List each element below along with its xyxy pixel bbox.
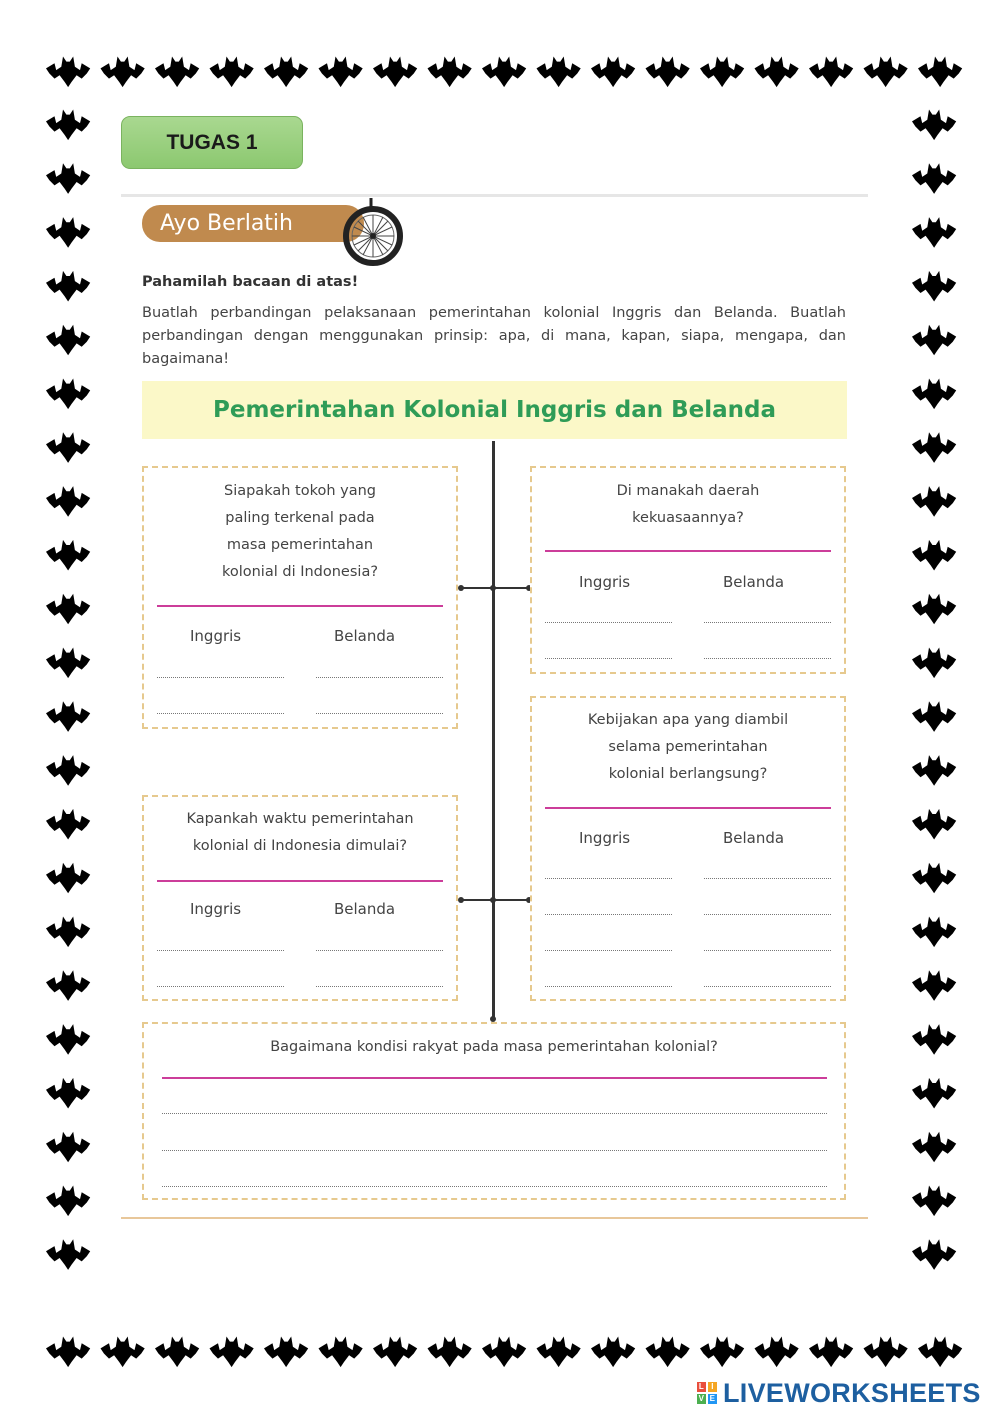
label-inggris: Inggris bbox=[579, 573, 631, 591]
bat-icon bbox=[46, 57, 90, 88]
bat-icon bbox=[809, 57, 853, 88]
bat-icon bbox=[155, 57, 199, 88]
bat-icon bbox=[912, 917, 956, 948]
answer-field-inggris-2[interactable] bbox=[157, 986, 284, 987]
pink-divider bbox=[157, 605, 443, 607]
bat-icon bbox=[428, 57, 472, 88]
question-line: masa pemerintahan bbox=[226, 537, 374, 553]
label-inggris: Inggris bbox=[190, 900, 242, 918]
bat-icon bbox=[755, 1337, 799, 1368]
bat-icon bbox=[864, 1337, 908, 1368]
brand-text: LIVEWORKSHEETS bbox=[723, 1378, 981, 1408]
bat-icon bbox=[482, 57, 526, 88]
connector-dot bbox=[458, 897, 464, 903]
bat-icon bbox=[373, 57, 417, 88]
bat-icon bbox=[46, 1239, 90, 1270]
bat-icon bbox=[912, 863, 956, 894]
bat-icon bbox=[912, 486, 956, 517]
bat-icon bbox=[264, 57, 308, 88]
bat-icon bbox=[591, 1337, 635, 1368]
task-label-text: TUGAS 1 bbox=[166, 130, 258, 154]
answer-field-inggris-4[interactable] bbox=[545, 986, 672, 987]
answer-field-inggris-2[interactable] bbox=[157, 713, 284, 714]
question-line: Kapankah waktu pemerintahan bbox=[186, 811, 414, 827]
bat-icon bbox=[46, 809, 90, 840]
bat-icon bbox=[912, 217, 956, 248]
bat-icon bbox=[755, 57, 799, 88]
answer-field-inggris-1[interactable] bbox=[545, 878, 672, 879]
pink-divider bbox=[157, 880, 443, 882]
bat-icon bbox=[918, 1337, 962, 1368]
label-belanda: Belanda bbox=[334, 900, 396, 918]
question-line: kolonial di Indonesia? bbox=[221, 564, 379, 580]
question-line: kekuasaannya? bbox=[632, 510, 744, 526]
bat-icon bbox=[912, 1024, 956, 1055]
bat-icon bbox=[912, 1132, 956, 1163]
bat-icon bbox=[46, 970, 90, 1001]
label-inggris: Inggris bbox=[190, 627, 242, 645]
bat-icon bbox=[319, 57, 363, 88]
bat-icon bbox=[46, 1132, 90, 1163]
instruction-prompt: Pahamilah bacaan di atas! bbox=[142, 274, 359, 290]
bat-icon bbox=[46, 163, 90, 194]
bat-icon bbox=[46, 755, 90, 786]
bat-icon bbox=[46, 379, 90, 410]
label-inggris: Inggris bbox=[579, 829, 631, 847]
bat-icon bbox=[101, 1337, 145, 1368]
answer-field-inggris-2[interactable] bbox=[545, 914, 672, 915]
answer-field-inggris-1[interactable] bbox=[157, 677, 284, 678]
bat-icon bbox=[537, 57, 581, 88]
logo-letter: I bbox=[708, 1382, 717, 1392]
task-label-button bbox=[121, 116, 303, 169]
label-belanda: Belanda bbox=[334, 627, 396, 645]
answer-field-belanda-1[interactable] bbox=[704, 878, 831, 879]
question-line: selama pemerintahan bbox=[608, 739, 768, 755]
question-line: Siapakah tokoh yang bbox=[223, 483, 376, 499]
bat-icon bbox=[912, 594, 956, 625]
question-line: kolonial berlangsung? bbox=[608, 766, 768, 782]
section-badge bbox=[142, 205, 364, 242]
question-who bbox=[142, 478, 458, 586]
topic-title: Pemerintahan Kolonial Inggris dan Belanda bbox=[212, 397, 777, 423]
question-line: kolonial di Indonesia dimulai? bbox=[192, 838, 408, 854]
answer-field-how-2[interactable] bbox=[162, 1150, 827, 1151]
bat-icon bbox=[46, 271, 90, 302]
bat-icon bbox=[46, 594, 90, 625]
question-when bbox=[142, 806, 458, 860]
bat-icon bbox=[912, 325, 956, 356]
bat-icon bbox=[912, 110, 956, 141]
question-line: Di manakah daerah bbox=[616, 483, 760, 499]
bat-icon bbox=[537, 1337, 581, 1368]
pink-divider bbox=[162, 1077, 827, 1079]
answer-field-belanda-4[interactable] bbox=[704, 986, 831, 987]
answer-field-belanda-1[interactable] bbox=[316, 677, 443, 678]
bat-icon bbox=[46, 325, 90, 356]
bat-icon bbox=[264, 1337, 308, 1368]
bat-icon bbox=[46, 110, 90, 141]
bat-icon bbox=[912, 755, 956, 786]
bat-icon bbox=[101, 57, 145, 88]
answer-field-belanda-2[interactable] bbox=[704, 658, 831, 659]
answer-field-belanda-2[interactable] bbox=[316, 713, 443, 714]
bicycle-wheel-icon bbox=[333, 198, 413, 266]
bat-icon bbox=[700, 1337, 744, 1368]
liveworksheets-brand[interactable] bbox=[697, 1378, 981, 1409]
answer-field-belanda-2[interactable] bbox=[316, 986, 443, 987]
bat-icon bbox=[482, 1337, 526, 1368]
bat-icon bbox=[912, 701, 956, 732]
answer-field-belanda-2[interactable] bbox=[704, 914, 831, 915]
bat-icon bbox=[46, 486, 90, 517]
pink-divider bbox=[545, 807, 831, 809]
logo-letter: E bbox=[709, 1393, 716, 1403]
bat-icon bbox=[912, 1078, 956, 1109]
question-how: Bagaimana kondisi rakyat pada masa pemerintahan kolonial? bbox=[270, 1039, 718, 1055]
answer-field-inggris-1[interactable] bbox=[157, 950, 284, 951]
answer-field-inggris-2[interactable] bbox=[545, 658, 672, 659]
bat-icon bbox=[319, 1337, 363, 1368]
answer-field-how-1[interactable] bbox=[162, 1113, 827, 1114]
question-line: Kebijakan apa yang diambil bbox=[587, 712, 789, 728]
connector-dot bbox=[458, 585, 464, 591]
connector-dot bbox=[490, 897, 496, 903]
bat-icon bbox=[373, 1337, 417, 1368]
bat-icon bbox=[46, 1024, 90, 1055]
bat-icon bbox=[912, 163, 956, 194]
bat-icon bbox=[700, 57, 744, 88]
question-where bbox=[530, 478, 846, 532]
bat-icon bbox=[210, 1337, 254, 1368]
question-line: paling terkenal pada bbox=[225, 510, 375, 526]
answer-field-how-3[interactable] bbox=[162, 1186, 827, 1187]
bat-icon bbox=[912, 1239, 956, 1270]
bat-icon bbox=[46, 863, 90, 894]
connector-dot bbox=[490, 585, 496, 591]
bat-icon bbox=[646, 1337, 690, 1368]
pink-divider bbox=[545, 550, 831, 552]
logo-letter: V bbox=[698, 1393, 705, 1403]
answer-field-inggris-3[interactable] bbox=[545, 950, 672, 951]
bat-icon bbox=[912, 1186, 956, 1217]
bat-icon bbox=[46, 701, 90, 732]
bat-icon bbox=[809, 1337, 853, 1368]
bat-icon bbox=[912, 271, 956, 302]
bat-icon bbox=[912, 432, 956, 463]
bat-icon bbox=[912, 540, 956, 571]
bat-icon bbox=[46, 648, 90, 679]
bat-icon bbox=[646, 57, 690, 88]
bat-icon bbox=[864, 57, 908, 88]
bat-icon bbox=[46, 1337, 90, 1368]
logo-letter: L bbox=[698, 1381, 705, 1391]
answer-field-belanda-1[interactable] bbox=[316, 950, 443, 951]
connector-vertical-line bbox=[492, 441, 495, 1021]
question-policy bbox=[530, 707, 846, 788]
liveworksheets-logo-icon bbox=[697, 1382, 719, 1406]
answer-field-belanda-1[interactable] bbox=[704, 622, 831, 623]
bat-icon bbox=[912, 970, 956, 1001]
topic-banner bbox=[142, 381, 847, 439]
label-belanda: Belanda bbox=[723, 829, 785, 847]
bat-icon bbox=[912, 809, 956, 840]
bat-icon bbox=[591, 57, 635, 88]
answer-field-belanda-3[interactable] bbox=[704, 950, 831, 951]
bat-icon bbox=[46, 917, 90, 948]
label-belanda: Belanda bbox=[723, 573, 785, 591]
answer-field-inggris-1[interactable] bbox=[545, 622, 672, 623]
bat-icon bbox=[918, 57, 962, 88]
bat-icon bbox=[46, 1078, 90, 1109]
bat-icon bbox=[912, 379, 956, 410]
bat-icon bbox=[912, 648, 956, 679]
section-badge-text: Ayo Berlatih bbox=[160, 211, 293, 236]
bat-icon bbox=[155, 1337, 199, 1368]
instruction-body: Buatlah perbandingan pelaksanaan pemerintahan kolonial Inggris dan Belanda. Buatlah perbandingan dengan menggunakan prinsip: apa, di mana, kapan, siapa, mengapa, dan bagaimana! bbox=[142, 305, 846, 367]
bat-icon bbox=[46, 1186, 90, 1217]
bat-icon bbox=[210, 57, 254, 88]
bat-icon bbox=[46, 540, 90, 571]
bat-icon bbox=[46, 217, 90, 248]
bat-icon bbox=[428, 1337, 472, 1368]
bat-icon bbox=[46, 432, 90, 463]
